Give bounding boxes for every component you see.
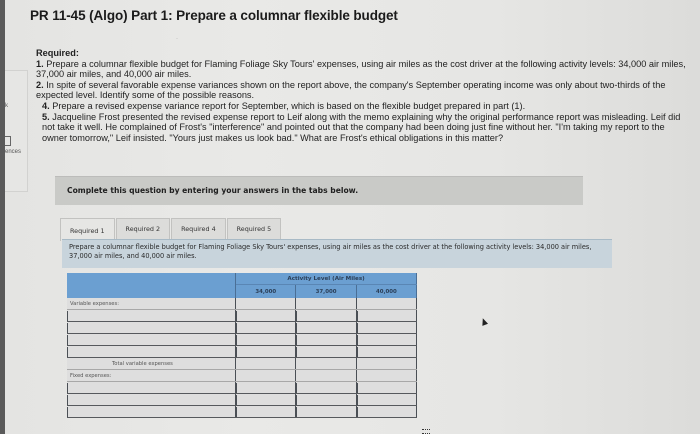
variable-expense-34000-input[interactable] [236, 347, 295, 357]
variable-expense-34000-input[interactable] [236, 323, 295, 333]
table-row [67, 358, 417, 370]
fixed-expense-37000-input[interactable] [296, 383, 355, 393]
column-header-34000: 34,000 [236, 285, 296, 299]
tab-required-5[interactable]: Required 5 [227, 218, 282, 239]
table-header-row [67, 273, 417, 285]
fixed-expense-37000-input[interactable] [296, 395, 355, 405]
table-row [67, 334, 417, 346]
column-header-37000: 37,000 [296, 285, 356, 299]
tab-bar [60, 218, 282, 240]
fixed-expense-40000-input[interactable] [357, 407, 416, 417]
variable-expense-37000-input[interactable] [296, 323, 355, 333]
variable-expense-label-input[interactable] [67, 323, 235, 333]
variable-expense-37000-input[interactable] [296, 311, 355, 321]
variable-expense-34000-input[interactable] [236, 311, 295, 321]
variable-expense-40000-input[interactable] [357, 347, 416, 357]
blank-cell [296, 298, 356, 310]
tab-required-4[interactable]: Required 4 [171, 218, 226, 239]
fixed-expense-34000-input[interactable] [236, 395, 295, 405]
fixed-expense-34000-input[interactable] [236, 383, 295, 393]
fixed-expense-34000-input[interactable] [236, 407, 295, 417]
table-row [67, 406, 417, 418]
item-number: 2. [36, 79, 44, 90]
tab-required-2[interactable]: Required 2 [116, 218, 171, 239]
item-number: 5. [42, 111, 50, 122]
total-variable-40000 [356, 358, 416, 370]
side-panel[interactable] [5, 70, 28, 192]
variable-expenses-label: Variable expenses: [67, 298, 236, 310]
blank-cell [296, 370, 356, 382]
item-number: 1. [36, 58, 44, 69]
column-header-40000: 40,000 [356, 285, 416, 299]
fixed-expense-label-input[interactable] [67, 395, 235, 405]
required-section [36, 48, 691, 143]
table-row [67, 346, 417, 358]
instructions-text: Complete this question by entering your answers in the tabs below. [67, 186, 359, 195]
fixed-expense-37000-input[interactable] [296, 407, 355, 417]
variable-expense-label-input[interactable] [67, 335, 235, 345]
total-variable-34000 [236, 358, 296, 370]
variable-expense-40000-input[interactable] [357, 311, 416, 321]
blank-cell [236, 298, 296, 310]
variable-expense-label-input[interactable] [67, 311, 235, 321]
document-icon [5, 136, 11, 146]
item-number: 4. [42, 100, 50, 111]
mouse-cursor-icon [480, 317, 488, 326]
required-item-5 [36, 112, 691, 144]
variable-expense-34000-input[interactable] [236, 335, 295, 345]
item-text: Prepare a columnar flexible budget for Flaming Foliage Sky Tours' expenses, using air miles as the cost driver at the following activity levels: 34,000 air miles, 37,000 air miles, and 40,000 air miles. [36, 58, 686, 80]
instructions-bar [55, 176, 583, 205]
blank-cell [356, 370, 416, 382]
required-item-1 [36, 59, 691, 80]
variable-expense-label-input[interactable] [67, 347, 235, 357]
window-edge [0, 0, 5, 434]
required-item-2 [36, 80, 691, 101]
total-variable-expenses-label: Total variable expenses [67, 358, 236, 370]
table-row [67, 394, 417, 406]
decorative-mark: · [176, 36, 178, 42]
side-panel-label-references: ences [5, 149, 22, 155]
pagination-dots-icon[interactable] [422, 429, 430, 434]
table-row [67, 310, 417, 322]
blank-cell [356, 298, 416, 310]
variable-expense-40000-input[interactable] [357, 335, 416, 345]
variable-expense-37000-input[interactable] [296, 335, 355, 345]
required-item-4 [36, 101, 691, 112]
table-row [67, 322, 417, 334]
item-text: Prepare a revised expense variance report for September, which is based on the flexible budget prepared in part (1). [52, 100, 526, 111]
table-row [67, 382, 417, 394]
item-text: Jacqueline Frost presented the revised expense report to Leif along with the memo explaining why the original performance report was misleading. Leif did not take it well. He complained of Frost's "interference" and pointed out that the company had been doing just fine without her. "I'm taking my report to the owner tomorrow," Leif insisted. "Yours just makes us look bad." What are Frost's ethical obligations in this matter? [42, 111, 681, 143]
side-panel-label: k [5, 103, 8, 109]
total-variable-37000 [296, 358, 356, 370]
variable-expense-37000-input[interactable] [296, 347, 355, 357]
header-blank [67, 273, 236, 298]
variable-expense-40000-input[interactable] [357, 323, 416, 333]
table-row [67, 370, 417, 382]
item-text: In spite of several favorable expense variances shown on the report above, the company's September operating income was only about two-thirds of the expected level. Identify some of the possible reasons. [36, 79, 666, 101]
page-title: PR 11-45 (Algo) Part 1: Prepare a columnar flexible budget [30, 8, 398, 23]
tab-panel-prompt [62, 239, 612, 268]
activity-level-header: Activity Level (Air Miles) [236, 273, 417, 285]
prompt-text: Prepare a columnar flexible budget for Flaming Foliage Sky Tours' expenses, using air miles as the cost driver at the following activity levels: 34,000 air miles, 37,000 air miles, and 40,000 air miles. [69, 243, 592, 260]
flexible-budget-table [67, 273, 417, 418]
fixed-expense-40000-input[interactable] [357, 383, 416, 393]
table-row [67, 298, 417, 310]
tab-required-1[interactable]: Required 1 [60, 218, 115, 241]
blank-cell [236, 370, 296, 382]
fixed-expense-label-input[interactable] [67, 383, 235, 393]
fixed-expense-40000-input[interactable] [357, 395, 416, 405]
fixed-expenses-label: Fixed expenses: [67, 370, 236, 382]
required-heading: Required: [36, 48, 79, 58]
fixed-expense-label-input[interactable] [67, 407, 235, 417]
